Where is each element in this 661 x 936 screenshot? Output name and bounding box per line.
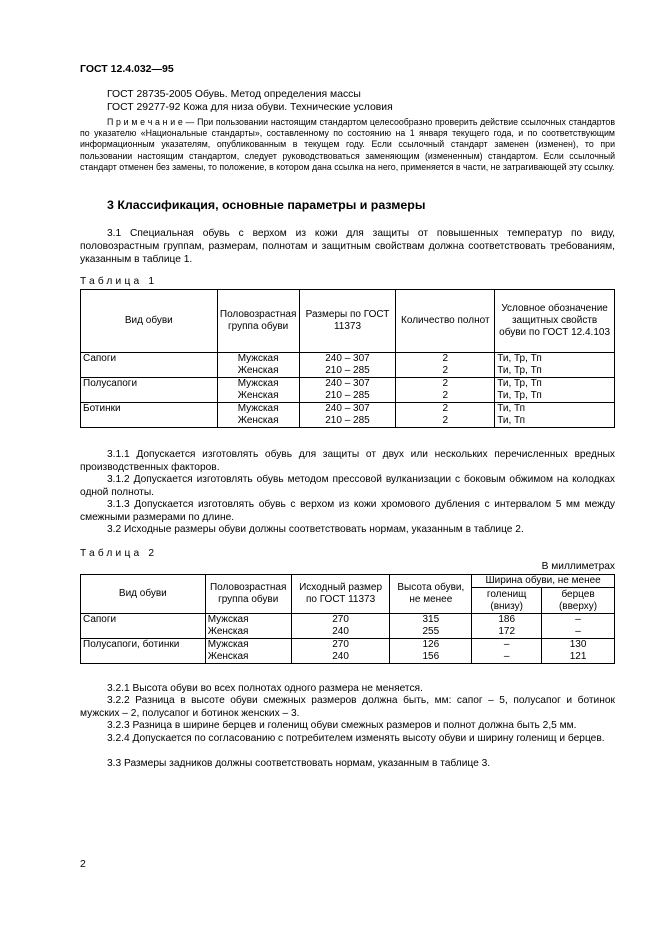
running-header: ГОСТ 12.4.032—95	[80, 63, 174, 75]
t2-cell-shaft: –	[472, 639, 542, 652]
t1-cell-empty	[81, 390, 218, 403]
t1-header-fits: Количество полнот	[396, 290, 495, 353]
t2-header-kind: Вид обуви	[81, 575, 206, 614]
t2-cell-shaft: –	[472, 651, 542, 664]
t2-cell-quarter: 121	[542, 651, 615, 664]
t1-header-group: Половозрастная группа обуви	[217, 290, 299, 353]
table-row	[81, 626, 615, 639]
table-1-caption: Таблица 1	[80, 276, 158, 287]
t2-cell-empty	[81, 626, 206, 639]
t1-cell-codes: Ти, Тп	[495, 415, 615, 428]
page-number: 2	[80, 858, 86, 870]
t1-cell-kind: Сапоги	[81, 353, 218, 366]
table-row	[81, 378, 615, 391]
t1-cell-fits: 2	[396, 390, 495, 403]
table-row	[81, 390, 615, 403]
reference-gost-28735: ГОСТ 28735-2005 Обувь. Метод определения массы	[107, 89, 361, 100]
t2-cell-kind: Полусапоги, ботинки	[81, 639, 206, 652]
t2-cell-shaft: 172	[472, 626, 542, 639]
t2-cell-empty	[81, 651, 206, 664]
t2-cell-kind: Сапоги	[81, 614, 206, 627]
t1-cell-codes: Ти, Тр, Тп	[495, 365, 615, 378]
t1-cell-fits: 2	[396, 403, 495, 416]
t1-cell-empty	[81, 415, 218, 428]
t2-header-quarter: берцев (вверху)	[542, 588, 615, 614]
t1-cell-empty	[81, 365, 218, 378]
t1-cell-sizes: 240 – 307	[299, 353, 396, 366]
t2-cell-size: 240	[291, 626, 390, 639]
paragraph-3-2-2: 3.2.2 Разница в высоте обуви смежных размеров должна быть, мм: сапог – 5, полусапог и ботинок мужских – 2, полусапог и ботинок женских – 3.	[80, 695, 615, 719]
t1-cell-group: Мужская	[217, 403, 299, 416]
note-paragraph: П р и м е ч а н и е — При пользовании настоящим стандартом целесообразно проверить действие ссылочных стандартов по указателю «Национальные стандарты», составленному по состоянию на 1 января текущего года, и по соответствующим информационным указателям, опубликованным в текущем году. Если ссылочный стандарт заменен (изменен), то при пользовании настоящим стандартом, следует руководствоваться заменяющим (измененным) стандартом. Если ссылочный стандарт отменен без замены, то положение, в котором дана ссылка на него, применяется в части, не затрагивающей эту ссылку.	[80, 117, 615, 172]
t1-cell-fits: 2	[396, 415, 495, 428]
reference-gost-29277: ГОСТ 29277-92 Кожа для низа обуви. Технические условия	[107, 102, 393, 113]
t1-cell-fits: 2	[396, 378, 495, 391]
t1-cell-codes: Ти, Тр, Тп	[495, 353, 615, 366]
t2-header-height: Высота обуви, не менее	[390, 575, 472, 614]
paragraph-3-1-2: 3.1.2 Допускается изготовлять обувь методом прессовой вулканизации с боковым обжимом на колодках одной полноты.	[80, 474, 615, 498]
t2-cell-group: Женская	[205, 651, 291, 664]
paragraph-3-2-3: 3.2.3 Разница в ширине берцев и голенищ обуви смежных размеров и полнот должна быть 2,5 мм.	[107, 720, 577, 731]
t2-cell-size: 270	[291, 639, 390, 652]
paragraph-3-2-1: 3.2.1 Высота обуви во всех полнотах одного размера не меняется.	[107, 683, 423, 694]
t1-header-sizes: Размеры по ГОСТ 11373	[299, 290, 396, 353]
t2-cell-size: 240	[291, 651, 390, 664]
table-2-caption: Таблица 2	[80, 548, 158, 559]
paragraph-3-2: 3.2 Исходные размеры обуви должны соответствовать нормам, указанным в таблице 2.	[107, 524, 524, 535]
t1-cell-codes: Ти, Тр, Тп	[495, 378, 615, 391]
t2-cell-quarter: –	[542, 614, 615, 627]
table-2	[80, 574, 615, 664]
table-row	[81, 365, 615, 378]
table-1	[80, 289, 615, 428]
t2-header-shaft: голенищ (внизу)	[472, 588, 542, 614]
section-3-title: 3 Классификация, основные параметры и размеры	[107, 198, 426, 212]
table-row	[81, 639, 615, 652]
paragraph-3-1: 3.1 Специальная обувь с верхом из кожи для защиты от повышенных температур по виду, половозрастным группам, размерам, полнотам и защитным свойствам должна соответствовать требованиям, указанным в таблице 1.	[80, 228, 615, 265]
t2-cell-height: 315	[390, 614, 472, 627]
t1-cell-codes: Ти, Тр, Тп	[495, 390, 615, 403]
t1-cell-group: Женская	[217, 390, 299, 403]
t2-header-size: Исходный размер по ГОСТ 11373	[291, 575, 390, 614]
t2-cell-quarter: 130	[542, 639, 615, 652]
t1-cell-group: Женская	[217, 365, 299, 378]
t1-cell-group: Мужская	[217, 378, 299, 391]
t2-cell-quarter: –	[542, 626, 615, 639]
t2-header-width: Ширина обуви, не менее	[472, 575, 615, 588]
t2-cell-group: Мужская	[205, 614, 291, 627]
table-row	[81, 651, 615, 664]
t1-header-kind: Вид обуви	[81, 290, 218, 353]
table-row	[81, 415, 615, 428]
t1-cell-fits: 2	[396, 365, 495, 378]
t2-cell-height: 156	[390, 651, 472, 664]
table-row	[81, 614, 615, 627]
t2-cell-height: 126	[390, 639, 472, 652]
t1-cell-kind: Ботинки	[81, 403, 218, 416]
t1-cell-group: Мужская	[217, 353, 299, 366]
t1-cell-sizes: 210 – 285	[299, 415, 396, 428]
t2-cell-group: Женская	[205, 626, 291, 639]
paragraph-3-1-3: 3.1.3 Допускается изготовлять обувь с верхом из кожи хромового дубления с интервалом 5 мм между смежными размерами по длине.	[80, 499, 615, 523]
t1-cell-sizes: 240 – 307	[299, 403, 396, 416]
paragraph-3-3: 3.3 Размеры задников должны соответствовать нормам, указанным в таблице 3.	[107, 758, 491, 769]
t2-header-group: Половозрастная группа обуви	[205, 575, 291, 614]
paragraph-3-1-1: 3.1.1 Допускается изготовлять обувь для защиты от двух или нескольких перечисленных вредных производственных факторов.	[80, 449, 615, 473]
t2-cell-group: Мужская	[205, 639, 291, 652]
t1-cell-codes: Ти, Тп	[495, 403, 615, 416]
t2-cell-size: 270	[291, 614, 390, 627]
t1-cell-fits: 2	[396, 353, 495, 366]
t1-cell-sizes: 240 – 307	[299, 378, 396, 391]
t1-cell-kind: Полусапоги	[81, 378, 218, 391]
t2-cell-shaft: 186	[472, 614, 542, 627]
t1-cell-sizes: 210 – 285	[299, 390, 396, 403]
t2-cell-height: 255	[390, 626, 472, 639]
table-2-unit: В миллиметрах	[541, 561, 615, 572]
t1-cell-sizes: 210 – 285	[299, 365, 396, 378]
t1-header-protection: Условное обозначение защитных свойств обуви по ГОСТ 12.4.103	[495, 290, 615, 353]
paragraph-3-2-4: 3.2.4 Допускается по согласованию с потребителем изменять высоту обуви и ширину голенищ и берцев.	[107, 733, 605, 744]
table-row	[81, 353, 615, 366]
t1-cell-group: Женская	[217, 415, 299, 428]
table-row	[81, 403, 615, 416]
